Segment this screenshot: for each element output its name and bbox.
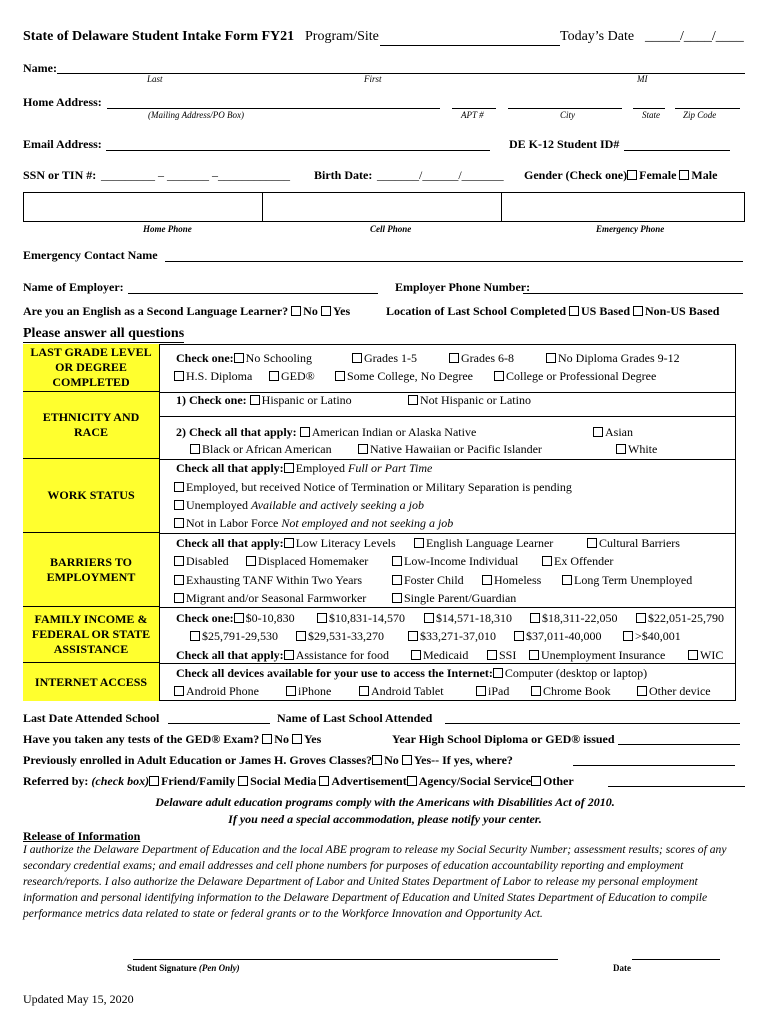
american-indian-checkbox[interactable] (300, 427, 310, 437)
income-2-checkbox[interactable] (424, 613, 434, 623)
program-site-field[interactable] (380, 45, 560, 46)
state-caption: State (642, 110, 660, 120)
last-date-field[interactable] (168, 723, 270, 724)
home-phone-caption: Home Phone (143, 224, 192, 234)
hispanic-checkbox[interactable] (250, 395, 260, 405)
employer-phone-label: Employer Phone Number: (395, 280, 531, 294)
birth-date-field[interactable]: _______/______/_______ (377, 168, 504, 182)
income-3-checkbox[interactable] (530, 613, 540, 623)
please-answer-heading: Please answer all questions (23, 326, 185, 341)
low-income: Low-Income Individual (392, 554, 518, 569)
grades-1-5: Grades 1-5 (352, 351, 417, 366)
apt-caption: APT # (461, 110, 484, 120)
date-label: Date (613, 963, 631, 973)
grades-6-8-checkbox[interactable] (449, 353, 459, 363)
income-6: $29,531-33,270 (296, 629, 384, 644)
email-label: Email Address: (23, 137, 102, 151)
asian-checkbox[interactable] (593, 427, 603, 437)
esl-yes-checkbox[interactable] (321, 306, 331, 316)
single-parent: Single Parent/Guardian (392, 591, 516, 606)
tanf-checkbox[interactable] (174, 575, 184, 585)
prev-enrolled-row: Previously enrolled in Adult Education or James H. Groves Classes? No Yes-- If yes, where? (23, 753, 513, 767)
income-4: $22,051-25,790 (636, 611, 724, 626)
college-degree: College or Professional Degree (494, 369, 656, 384)
birth-date-label: Birth Date: (314, 168, 373, 182)
cultural-checkbox[interactable] (587, 538, 597, 548)
income-0-checkbox[interactable] (234, 613, 244, 623)
first-name-caption: First (364, 74, 382, 84)
low-income-checkbox[interactable] (392, 556, 402, 566)
income-9-checkbox[interactable] (623, 631, 633, 641)
unemployment-checkbox[interactable] (529, 650, 539, 660)
friend-checkbox[interactable] (149, 776, 159, 786)
last-school-label: Name of Last School Attended (277, 711, 433, 725)
ell-checkbox[interactable] (414, 538, 424, 548)
year-hs-label: Year High School Diploma or GED® issued (392, 732, 615, 746)
grade-level-header: LAST GRADE LEVEL OR DEGREE COMPLETED (23, 344, 160, 392)
signature-label: Student Signature (Pen Only) (127, 963, 240, 973)
emergency-contact-field[interactable] (165, 261, 743, 262)
white: White (616, 442, 657, 457)
release-text: I authorize the Delaware Department of Education and the local ABE program to release my Social Security Number; assessment results; scores of any secondary credential exams; and email addresses and cell phone numbers for purposes of education accountability reporting and employment research/reports. I also authorize the Delaware Department of Labor and United States Department of Labor to release my personal employment information and personal identifying information to the Delaware Department of Education and United States Department of Education to compile performance metrics data related to state or federal grants or to the Workforce Innovation and Opportunity Act. (23, 843, 727, 920)
medicaid-checkbox[interactable] (411, 650, 421, 660)
low-literacy-checkbox[interactable] (284, 538, 294, 548)
city-caption: City (560, 110, 575, 120)
other-checkbox[interactable] (531, 776, 541, 786)
zip-field[interactable] (675, 108, 740, 109)
wic-checkbox[interactable] (688, 650, 698, 660)
student-id-label: DE K-12 Student ID# (509, 137, 620, 151)
emergency-phone-caption: Emergency Phone (596, 224, 665, 234)
barriers-header: BARRIERS TO EMPLOYMENT (23, 533, 160, 607)
release-title: Release of Information (23, 829, 141, 843)
location-row: Location of Last School Completed US Based Non-US Based (386, 304, 720, 318)
no-diploma: No Diploma Grades 9-12 (546, 351, 680, 366)
advertisement-checkbox[interactable] (319, 776, 329, 786)
us-based-checkbox[interactable] (569, 306, 579, 316)
income-7: $33,271-37,010 (408, 629, 496, 644)
migrant: Migrant and/or Seasonal Farmworker (174, 591, 366, 606)
iphone-checkbox[interactable] (286, 686, 296, 696)
hawaiian-checkbox[interactable] (358, 444, 368, 454)
black-checkbox[interactable] (190, 444, 200, 454)
income-8-checkbox[interactable] (514, 631, 524, 641)
year-hs-field[interactable] (618, 744, 740, 745)
ged: GED® (269, 369, 315, 384)
income-9: >$40,001 (623, 629, 681, 644)
home-address-label: Home Address: (23, 95, 102, 109)
mi-caption: MI (637, 74, 648, 84)
android-tablet-checkbox[interactable] (359, 686, 369, 696)
long-term: Long Term Unemployed (562, 573, 692, 588)
disabled-checkbox[interactable] (174, 556, 184, 566)
grades-6-8: Grades 6-8 (449, 351, 514, 366)
agency-checkbox[interactable] (407, 776, 417, 786)
ada-notice: Delaware adult education programs comply with the Americans with Disabilities Act of 2010. (155, 795, 615, 809)
ged-yes-checkbox[interactable] (292, 734, 302, 744)
ged-checkbox[interactable] (269, 371, 279, 381)
address-field[interactable] (107, 108, 440, 109)
ged-test-row: Have you taken any tests of the GED® Exam? No Yes (23, 732, 322, 746)
ssi-checkbox[interactable] (487, 650, 497, 660)
ssn-field[interactable]: _________ – _______ –____________ (101, 168, 290, 182)
prev-yes-checkbox[interactable] (402, 755, 412, 765)
prev-where-field[interactable] (573, 765, 735, 766)
white-checkbox[interactable] (616, 444, 626, 454)
no-schooling-checkbox[interactable] (234, 353, 244, 363)
work-row-3: Unemployed Available and actively seeking a job (174, 498, 424, 513)
non-us-checkbox[interactable] (633, 306, 643, 316)
email-field[interactable] (106, 150, 490, 151)
form-title: State of Delaware Student Intake Form FY21 (23, 29, 295, 44)
last-name-caption: Last (147, 74, 163, 84)
wic: WIC (688, 648, 723, 663)
updated-note: Updated May 15, 2020 (23, 992, 134, 1006)
income-8: $37,011-40,000 (514, 629, 602, 644)
single-parent-checkbox[interactable] (392, 593, 402, 603)
hawaiian: Native Hawaiian or Pacific Islander (358, 442, 542, 457)
some-college: Some College, No Degree (335, 369, 473, 384)
employer-field[interactable] (128, 293, 378, 294)
foster: Foster Child (392, 573, 464, 588)
notice-checkbox[interactable] (174, 482, 184, 492)
income-7-checkbox[interactable] (408, 631, 418, 641)
last-date-label: Last Date Attended School (23, 711, 160, 725)
income-5-checkbox[interactable] (190, 631, 200, 641)
city-field[interactable] (508, 108, 622, 109)
income-4-checkbox[interactable] (636, 613, 646, 623)
not-labor-checkbox[interactable] (174, 518, 184, 528)
assist-row: Check all that apply: Assistance for food (176, 648, 389, 662)
signature-field[interactable] (133, 959, 558, 960)
ssi: SSI (487, 648, 516, 663)
income-1-checkbox[interactable] (317, 613, 327, 623)
some-college-checkbox[interactable] (335, 371, 345, 381)
name-label: Name: (23, 61, 57, 75)
ssn-label: SSN or TIN #: (23, 168, 97, 182)
work-row-4: Not in Labor Force Not employed and not seeking a job (174, 516, 453, 531)
android-tablet: Android Tablet (359, 684, 444, 699)
internet-header: INTERNET ACCESS (23, 663, 160, 701)
gender-label: Gender (Check one) Female Male (524, 168, 718, 182)
displaced-checkbox[interactable] (246, 556, 256, 566)
other-device: Other device (637, 684, 711, 699)
apt-field[interactable] (452, 108, 496, 109)
medicaid: Medicaid (411, 648, 468, 663)
ipad-checkbox[interactable] (476, 686, 486, 696)
income-header: FAMILY INCOME & FEDERAL OR STATE ASSISTANCE (23, 607, 160, 663)
cultural: Cultural Barriers (587, 536, 680, 551)
tanf: Exhausting TANF Within Two Years (174, 573, 362, 588)
chrome-book: Chrome Book (531, 684, 611, 699)
ell: English Language Learner (414, 536, 553, 551)
referred-row: Referred by: (check box) Friend/Family Social Media Advertisement Agency/Social Service Other (23, 774, 574, 788)
esl-no-checkbox[interactable] (291, 306, 301, 316)
not-hispanic-checkbox[interactable] (408, 395, 418, 405)
female-checkbox[interactable] (627, 170, 637, 180)
hs-diploma-checkbox[interactable] (174, 371, 184, 381)
ada-accommodation: If you need a special accommodation, please notify your center. (228, 812, 542, 826)
migrant-checkbox[interactable] (174, 593, 184, 603)
ethnicity-q1: 1) Check one: Hispanic or Latino (176, 393, 352, 407)
employer-phone-field[interactable] (523, 293, 743, 294)
work-row-2: Employed, but received Notice of Termination or Military Separation is pending (174, 480, 572, 495)
android-phone: Android Phone (174, 684, 259, 699)
zip-caption: Zip Code (683, 110, 717, 120)
displaced: Displaced Homemaker (246, 554, 368, 569)
no-diploma-checkbox[interactable] (546, 353, 556, 363)
black: Black or African American (190, 442, 332, 457)
other-device-checkbox[interactable] (637, 686, 647, 696)
android-phone-checkbox[interactable] (174, 686, 184, 696)
ged-no-checkbox[interactable] (262, 734, 272, 744)
iphone: iPhone (286, 684, 331, 699)
asian: Asian (593, 425, 633, 440)
not-hispanic: Not Hispanic or Latino (408, 393, 531, 408)
computer-checkbox[interactable] (493, 668, 503, 678)
ethnicity-header: ETHNICITY AND RACE (23, 392, 160, 459)
prev-no-checkbox[interactable] (372, 755, 382, 765)
last-school-field[interactable] (445, 723, 740, 724)
mailing-caption: (Mailing Address/PO Box) (148, 110, 244, 120)
esl-row: Are you an English as a Second Language Learner? No Yes (23, 304, 351, 318)
signature-date-field[interactable] (632, 959, 720, 960)
ex-offender-checkbox[interactable] (542, 556, 552, 566)
unemployment: Unemployment Insurance (529, 648, 665, 663)
disabled: Disabled (174, 554, 229, 569)
chrome-book-checkbox[interactable] (531, 686, 541, 696)
foster-checkbox[interactable] (392, 575, 402, 585)
barrier-row-1: Check all that apply: Low Literacy Levels (176, 536, 396, 550)
unemployed-checkbox[interactable] (174, 500, 184, 510)
long-term-checkbox[interactable] (562, 575, 572, 585)
grade-row-1: Check one: No Schooling (176, 351, 313, 365)
income-3: $18,311-22,050 (530, 611, 618, 626)
todays-date-field[interactable]: _____/____/____ (645, 29, 744, 44)
employer-label: Name of Employer: (23, 280, 124, 294)
phone-box (23, 192, 745, 222)
income-row-1: Check one: $0-10,830 (176, 611, 295, 625)
emergency-contact-label: Emergency Contact Name (23, 248, 158, 262)
income-5: $25,791-29,530 (190, 629, 278, 644)
todays-date-label: Today’s Date (560, 29, 635, 44)
work-status-header: WORK STATUS (23, 459, 160, 533)
state-field[interactable] (633, 108, 665, 109)
other-field[interactable] (608, 786, 745, 787)
social-media-checkbox[interactable] (238, 776, 248, 786)
income-6-checkbox[interactable] (296, 631, 306, 641)
student-id-field[interactable] (624, 150, 730, 151)
grades-1-5-checkbox[interactable] (352, 353, 362, 363)
income-1: $10,831-14,570 (317, 611, 405, 626)
employed-checkbox[interactable] (284, 463, 294, 473)
homeless-checkbox[interactable] (482, 575, 492, 585)
food-checkbox[interactable] (284, 650, 294, 660)
cell-phone-caption: Cell Phone (370, 224, 412, 234)
ex-offender: Ex Offender (542, 554, 613, 569)
internet-row-1: Check all devices available for your use to access the Internet: Computer (desktop or laptop) (176, 666, 648, 680)
work-row-1: Check all that apply: Employed Full or Part Time (176, 461, 433, 475)
ethnicity-q2: 2) Check all that apply: American Indian or Alaska Native (176, 425, 477, 439)
program-site-label: Program/Site (305, 29, 379, 44)
college-degree-checkbox[interactable] (494, 371, 504, 381)
ipad: iPad (476, 684, 509, 699)
homeless: Homeless (482, 573, 541, 588)
male-checkbox[interactable] (679, 170, 689, 180)
hs-diploma: H.S. Diploma (174, 369, 252, 384)
income-2: $14,571-18,310 (424, 611, 512, 626)
